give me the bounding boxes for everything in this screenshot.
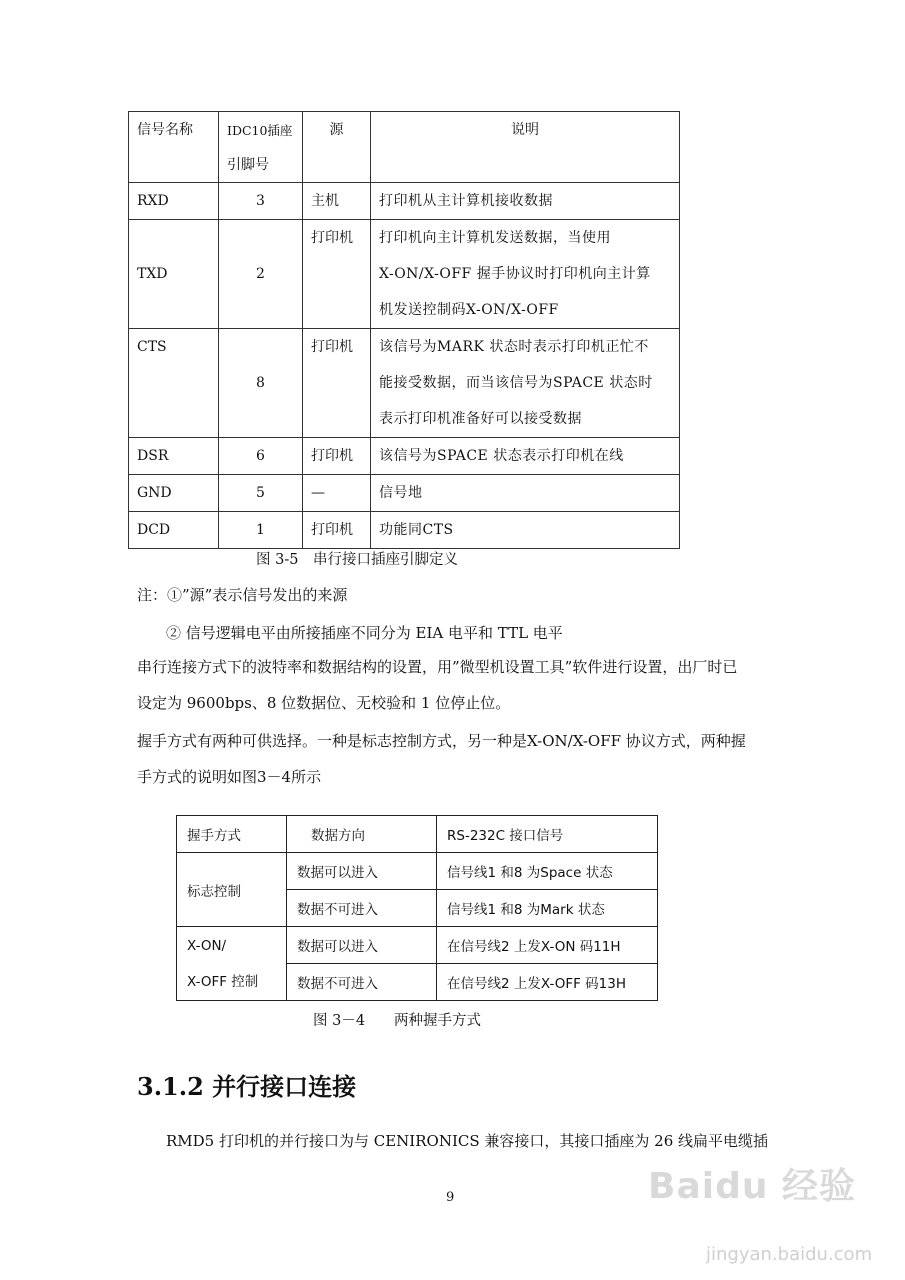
- header-data-direction: 数据方向: [287, 816, 437, 853]
- cell-description: 该信号为SPACE 状态表示打印机在线: [371, 438, 680, 475]
- cell-pin: 5: [219, 475, 303, 512]
- description-line: 能接受数据，而当该信号为SPACE 状态时: [379, 375, 653, 391]
- cell-pin: 3: [219, 183, 303, 220]
- description-line: X-ON/X-OFF 握手协议时打印机向主计算: [379, 266, 651, 282]
- signal-pin-table: [128, 111, 680, 549]
- cell-pin: 1: [219, 512, 303, 549]
- cell-mode-flag-control: 标志控制: [177, 853, 287, 927]
- table-row: [129, 438, 680, 475]
- handshake-table: [176, 815, 658, 1001]
- cell-direction: 数据不可进入: [287, 890, 437, 927]
- table-row: [129, 475, 680, 512]
- cell-signal: 在信号线2 上发X-ON 码11H: [437, 927, 658, 964]
- cell-description: 功能同CTS: [371, 512, 680, 549]
- paragraph-baud-line2: 设定为 9600bps、8 位数据位、无校验和 1 位停止位。: [137, 694, 511, 712]
- cell-signal: 信号线1 和8 为Space 状态: [437, 853, 658, 890]
- section-heading: 3.1.2 并行接口连接: [137, 1072, 357, 1101]
- watermark-url: jingyan.baidu.com: [706, 1244, 873, 1265]
- header-handshake-mode: 握手方式: [177, 816, 287, 853]
- page-number: 9: [446, 1190, 455, 1205]
- cell-pin: 2: [219, 220, 303, 329]
- header-pin-line2: 引脚号: [227, 157, 269, 173]
- table-row: [129, 220, 680, 329]
- note-2: ② 信号逻辑电平由所接插座不同分为 EIA 电平和 TTL 电平: [166, 624, 563, 642]
- cell-description: 打印机从主计算机接收数据: [371, 183, 680, 220]
- mode-line: X-OFF 控制: [187, 973, 259, 990]
- header-source: 源: [303, 112, 371, 183]
- table-row: [177, 927, 658, 964]
- table-row: [177, 853, 658, 890]
- cell-direction: 数据可以进入: [287, 853, 437, 890]
- paragraph-baud-line1: 串行连接方式下的波特率和数据结构的设置，用”微型机设置工具”软件进行设置，出厂时已: [137, 658, 738, 676]
- cell-signal-name: RXD: [129, 183, 219, 220]
- description-line: 该信号为MARK 状态时表示打印机正忙不: [379, 339, 649, 355]
- header-description: 说明: [371, 112, 680, 183]
- cell-description: [371, 220, 680, 329]
- header-signal-name: 信号名称: [129, 112, 219, 183]
- cell-source: 打印机: [303, 438, 371, 475]
- header-pin: [219, 112, 303, 183]
- mode-line: X-ON/: [187, 937, 227, 954]
- cell-source: 打印机: [303, 220, 371, 329]
- cell-source: 打印机: [303, 512, 371, 549]
- paragraph-handshake-line1: 握手方式有两种可供选择。一种是标志控制方式，另一种是X-ON/X-OFF 协议方式，两种握: [137, 732, 746, 750]
- cell-signal: 信号线1 和8 为Mark 状态: [437, 890, 658, 927]
- cell-source: 主机: [303, 183, 371, 220]
- figure-caption-3-4: 图 3－4 两种握手方式: [313, 1013, 482, 1029]
- description-line: 打印机向主计算机发送数据，当使用: [379, 230, 611, 246]
- cell-pin: 6: [219, 438, 303, 475]
- table-header-row: [177, 816, 658, 853]
- table-row: [129, 183, 680, 220]
- section-paragraph: RMD5 打印机的并行接口为与 CENIRONICS 兼容接口，其接口插座为 26 线扁平电缆插: [166, 1132, 769, 1150]
- cell-direction: 数据不可进入: [287, 964, 437, 1001]
- cell-direction: 数据可以进入: [287, 927, 437, 964]
- cell-signal-name: DSR: [129, 438, 219, 475]
- note-1: 注：①”源”表示信号发出的来源: [137, 586, 348, 604]
- cell-mode-xon-xoff: [177, 927, 287, 1001]
- cell-signal-name: GND: [129, 475, 219, 512]
- cell-signal-name: DCD: [129, 512, 219, 549]
- paragraph-handshake-line2: 手方式的说明如图3－4所示: [137, 768, 322, 786]
- description-line: 表示打印机准备好可以接受数据: [379, 411, 582, 427]
- cell-signal-name: CTS: [129, 329, 219, 438]
- header-rs232c-signal: RS-232C 接口信号: [437, 816, 658, 853]
- table-row: [129, 329, 680, 438]
- description-line: 机发送控制码X-ON/X-OFF: [379, 302, 559, 318]
- figure-caption-3-5: 图 3-5 串行接口插座引脚定义: [256, 552, 458, 568]
- cell-pin: 8: [219, 329, 303, 438]
- cell-description: 信号地: [371, 475, 680, 512]
- cell-description: [371, 329, 680, 438]
- cell-source: 打印机: [303, 329, 371, 438]
- table-header-row: [129, 112, 680, 183]
- watermark-logo: Baidu 经验: [648, 1166, 857, 1207]
- cell-signal-name: TXD: [129, 220, 219, 329]
- header-pin-line1: IDC10插座: [227, 123, 293, 138]
- table-row: [129, 512, 680, 549]
- cell-signal: 在信号线2 上发X-OFF 码13H: [437, 964, 658, 1001]
- cell-source: —: [303, 475, 371, 512]
